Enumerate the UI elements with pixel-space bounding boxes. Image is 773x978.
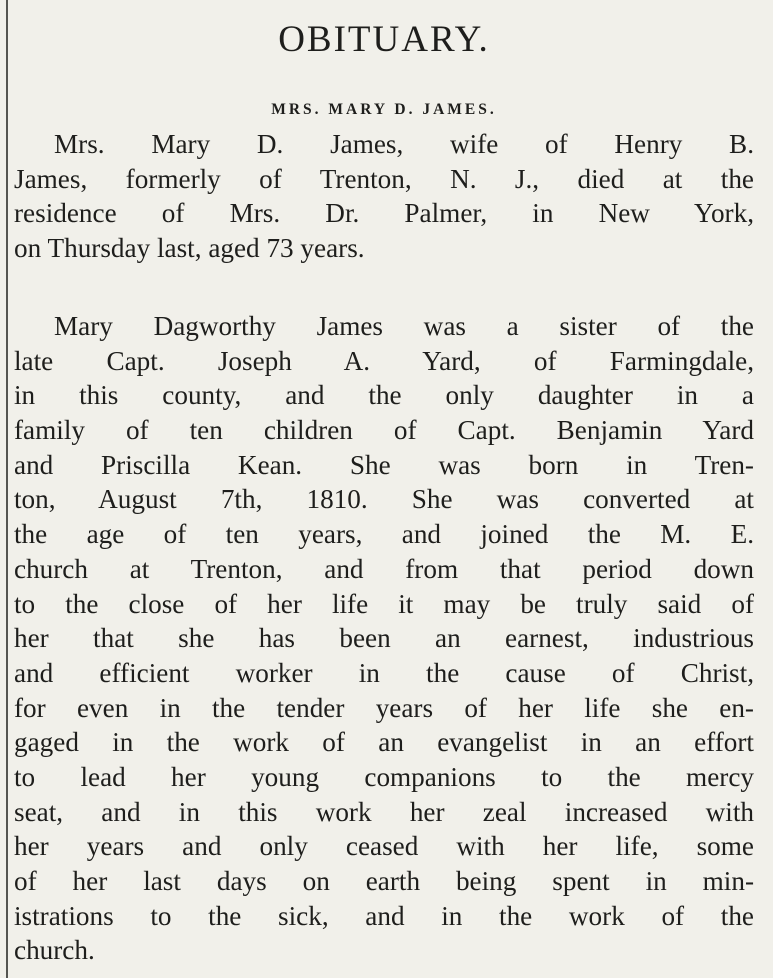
text-line: her that she has been an earnest, industrious <box>14 623 754 654</box>
text-line: in this county, and the only daughter in a <box>14 380 754 411</box>
newspaper-column <box>14 0 754 978</box>
text-line: church. <box>14 935 95 966</box>
text-line: Mrs. Mary D. James, wife of Henry B. <box>54 129 754 159</box>
headline: OBITUARY. <box>278 19 490 60</box>
text-line: istrations to the sick, and in the work of the <box>14 900 754 931</box>
text-line: residence of Mrs. Dr. Palmer, in New York, <box>14 198 754 229</box>
text-line: and Priscilla Kean. She was born in Tren- <box>14 449 754 480</box>
text-line: gaged in the work of an evangelist in an effort <box>14 727 754 758</box>
text-line: family of ten children of Capt. Benjamin Yard <box>14 415 754 446</box>
text-line: church at Trenton, and from that period down <box>14 553 754 584</box>
column-rule <box>6 0 8 978</box>
text-line: of her last days on earth being spent in min- <box>14 866 754 896</box>
paragraph-1 <box>14 127 754 266</box>
text-line: seat, and in this work her zeal increased with <box>14 796 754 827</box>
text-line: to lead her young companions to the mercy <box>14 761 754 792</box>
text-line: to the close of her life it may be truly said of <box>14 588 754 619</box>
text-line: for even in the tender years of her life she en- <box>14 692 754 723</box>
text-line: Mary Dagworthy James was a sister of the <box>54 311 754 341</box>
paragraph-2 <box>14 309 754 968</box>
text-line: James, formerly of Trenton, N. J., died at the <box>14 163 754 194</box>
text-line: on Thursday last, aged 73 years. <box>14 233 365 264</box>
text-line: and efficient worker in the cause of Christ, <box>14 657 754 688</box>
text-line: ton, August 7th, 1810. She was converted at <box>14 484 754 515</box>
text-line: the age of ten years, and joined the M. E. <box>14 519 754 550</box>
text-line: her years and only ceased with her life, some <box>14 831 754 862</box>
text-line: late Capt. Joseph A. Yard, of Farmingdale, <box>14 345 754 376</box>
subhead: MRS. MARY D. JAMES. <box>271 101 497 118</box>
